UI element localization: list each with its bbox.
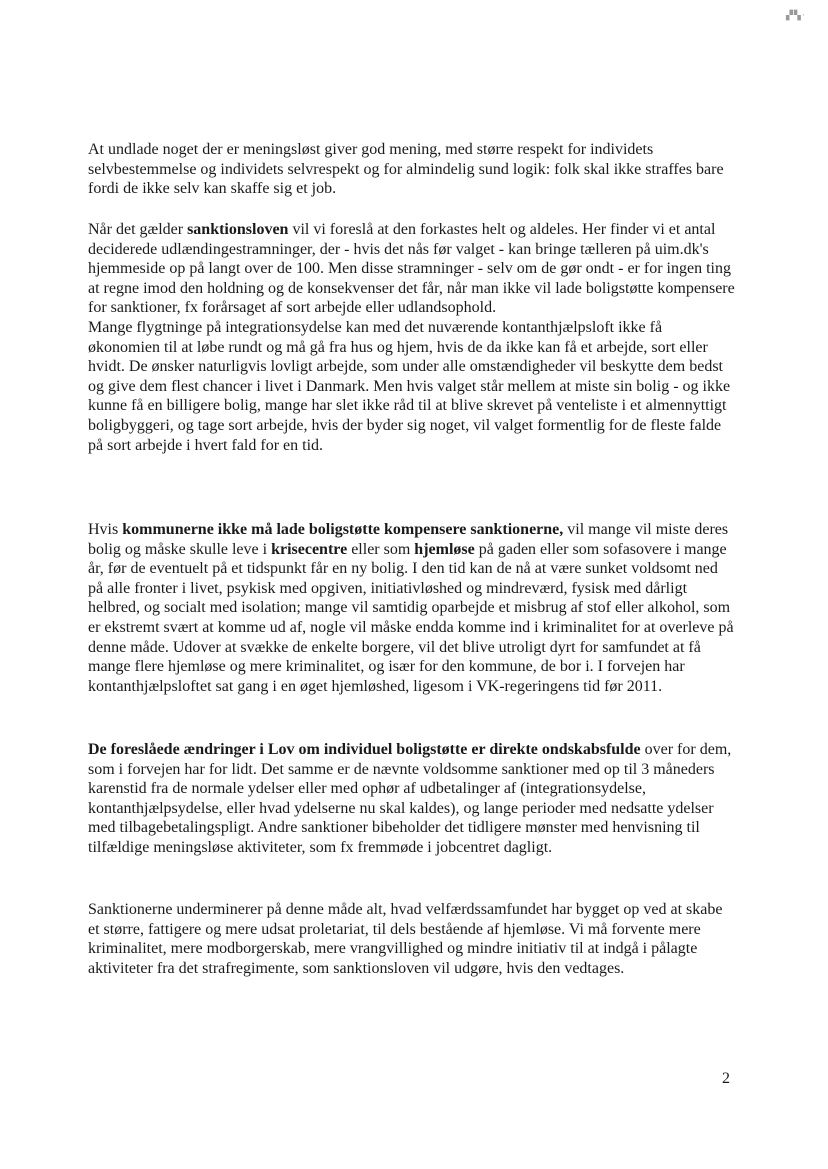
page-number: 2: [722, 1070, 730, 1087]
bold-text-run: hjemløse: [414, 540, 475, 558]
bold-text-run: De foreslåede ændringer i Lov om individuel boligstøtte er direkte ondskabsfulde: [88, 741, 641, 758]
bold-text-run: krisecentre: [271, 540, 348, 558]
paragraph-2: [88, 220, 736, 455]
paragraph-4: [88, 740, 736, 858]
text-run: vil vi foreslå at den forkastes helt og aldeles. Her finder vi et antal deciderede udlændingestramninger, der - hvis det nås før valget - kan bringe tælleren på uim.dk's hjemmeside op på langt over de 100. Men disse stramninger - selv om de gør ondt - er for ingen ting at regne imod den holdning og de konsekvenser det får, når man ikke vil lade boligstøtte kompensere for sanktioner, fx forårsaget af sort arbejde eller udlandsophold.: [88, 221, 735, 317]
bold-text-run: sanktionsloven: [187, 221, 289, 238]
paragraph-5: [88, 900, 736, 978]
paragraph-3: [88, 520, 736, 696]
text-run: Hvis: [88, 521, 123, 538]
scan-artifact-icon: ▞▚·: [786, 10, 806, 20]
text-run: Mange flygtninge på integrationsydelse kan med det nuværende kontanthjælpsloft ikke få økonomien til at løbe rundt og må gå fra hus og hjem, hvis de da ikke kan få et arbejde, sort eller hvidt. De ønsker naturligvis lovligt arbejde, som under alle omstændigheder vil beskytte dem bedst og give dem flest chancer i livet i Danmark. Men hvis valget står mellem at miste sin bolig - og ikke kunne få en billigere bolig, mange har slet ikke råd til at blive skrevet på venteliste i et almennyttigt boligbyggeri, og tage sort arbejde, hvis der byder sig noget, vil valget formentlig for de fleste falde på sort arbejde i hvert fald for en tid.: [88, 318, 731, 454]
text-run: Når det gælder: [88, 221, 188, 238]
text-run: At undlade noget der er meningsløst giver god mening, med større respekt for individets selvbestemmelse og individets selvrespekt og for almindelig sund logik: folk skal ikke straffes bare fordi de ikke selv kan skaffe sig et job.: [88, 141, 724, 198]
text-run: over for dem, som i forvejen har for lidt. Det samme er de nævnte voldsomme sanktioner med op til 3 måneders karenstid fra de normale ydelser eller med ophør af udbetalinger af (integrationsydelse, kontanthjælpsydelse, eller hvad ydelserne nu skal kaldes), og lange perioder med nedsatte ydelser med tilbagebetalingspligt. Andre sanktioner bibeholder det tidligere mønster med henvisning til tilfældige meningsløse aktiviteter, som fx fremmøde i jobcentret dagligt.: [88, 741, 732, 856]
text-run: Sanktionerne underminerer på denne måde alt, hvad velfærdssamfundet har bygget op ved at skabe et større, fattigere og mere udsat proletariat, til dels bestående af hjemløse. Vi må forvente mere kriminalitet, mere modborgerskab, mere vrangvillighed og mindre initiativ til at indgå i pålagte aktiviteter fra det strafregimente, som sanktionsloven vil udgøre, hvis den vedtages.: [88, 901, 723, 977]
text-run: eller som: [347, 540, 415, 558]
bold-text-run: kommunerne ikke må lade boligstøtte kompensere sanktionerne,: [122, 521, 564, 538]
paragraph-1: [88, 140, 736, 199]
text-run: vil mange vil miste deres bolig og måske skulle leve i: [88, 521, 729, 558]
text-run: på gaden eller som sofasovere i mange år, før de eventuelt på et tidspunkt får en ny bolig. I den tid kan de nå at være sunket voldsomt ned på alle fronter i livet, psykisk med opgiven, initiativløshed og mindreværd, fysisk med dårligt helbred, og socialt med isolation; mange vil samtidig oparbejde et misbrug af stof eller alkohol, som er ekstremt svært at komme ud af, nogle vil måske endda komme ind i kriminalitet for at overleve på denne måde. Udover at svække de enkelte borgere, vil det blive utroligt dyrt for samfundet at få mange flere hjemløse og mere kriminalitet, og især for den kommune, de bor i. I forvejen har kontanthjælpsloftet sat gang i en øget hjemløshed, ligesom i VK-regeringens tid før 2011.: [88, 540, 734, 695]
